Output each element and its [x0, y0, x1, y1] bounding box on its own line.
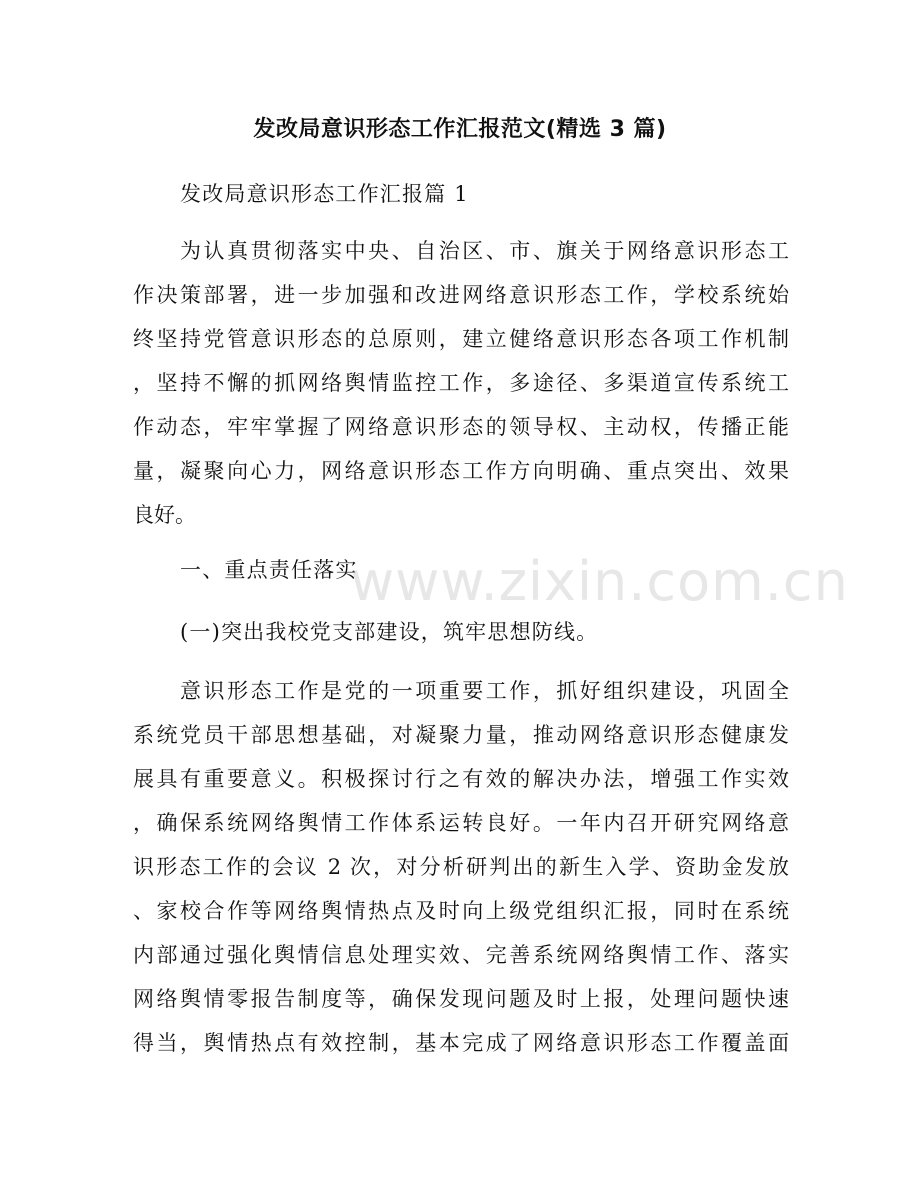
paragraph-2 [133, 669, 789, 1065]
paragraph-line: 识形态工作的会议 2 次，对分析研判出的新生入学、资助金发放 [133, 855, 789, 879]
heading-key-responsibility: 一、重点责任落实 [180, 558, 358, 582]
paragraph-line: 得当，舆情热点有效控制，基本完成了网络意识形态工作覆盖面 [133, 1031, 789, 1055]
paragraph-line: 良好。 [133, 503, 196, 527]
document-title: 发改局意识形态工作汇报范文(精选 3 篇) [253, 117, 667, 142]
paragraph-line: 展具有重要意义。积极探讨行之有效的解决办法，增强工作实效 [133, 767, 789, 791]
paragraph-line: ，确保系统网络舆情工作体系运转良好。一年内召开研究网络意 [133, 811, 789, 835]
section-subtitle: 发改局意识形态工作汇报篇 1 [180, 182, 469, 206]
paragraph-line: 系统党员干部思想基础，对凝聚力量，推动网络意识形态健康发 [133, 723, 789, 747]
paragraph-line: ，坚持不懈的抓网络舆情监控工作，多途径、多渠道宣传系统工 [133, 371, 789, 395]
paragraph-line: 意识形态工作是党的一项重要工作，抓好组织建设，巩固全 [133, 679, 789, 703]
paragraph-line: 、家校合作等网络舆情热点及时向上级党组织汇报，同时在系统 [133, 899, 789, 923]
paragraph-line: 终坚持党管意识形态的总原则，建立健络意识形态各项工作机制 [133, 327, 789, 351]
paragraph-line: 作决策部署，进一步加强和改进网络意识形态工作，学校系统始 [133, 283, 789, 307]
paragraph-line: 内部通过强化舆情信息处理实效、完善系统网络舆情工作、落实 [133, 943, 789, 967]
paragraph-line: 作动态，牢牢掌握了网络意识形态的领导权、主动权，传播正能 [133, 415, 789, 439]
watermark: www.zixin.com.cn [350, 550, 849, 613]
paragraph-1 [133, 229, 789, 537]
paragraph-line: 网络舆情零报告制度等，确保发现问题及时上报，处理问题快速 [133, 987, 789, 1011]
paragraph-line: 为认真贯彻落实中央、自治区、市、旗关于网络意识形态工 [133, 239, 789, 263]
heading-party-branch: (一)突出我校党支部建设，筑牢思想防线。 [180, 620, 599, 644]
paragraph-line: 量，凝聚向心力，网络意识形态工作方向明确、重点突出、效果 [133, 459, 789, 483]
